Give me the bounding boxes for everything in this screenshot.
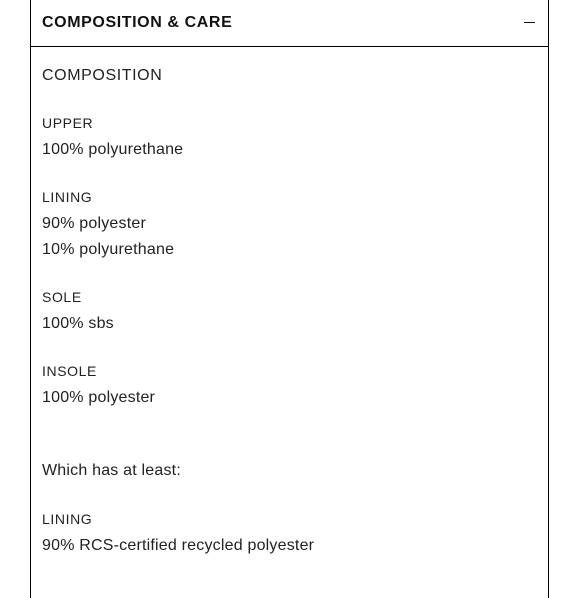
insole-label: INSOLE — [42, 363, 97, 379]
sustainability-intro: Which has at least: — [42, 462, 181, 479]
sole-label: SOLE — [42, 289, 82, 305]
lining-value-polyester: 90% polyester — [42, 215, 146, 232]
composition-heading: COMPOSITION — [42, 67, 163, 84]
lining-value-polyurethane: 10% polyurethane — [42, 241, 175, 258]
recycled-lining-value: 90% RCS-certified recycled polyester — [42, 537, 315, 554]
composition-care-panel — [30, 0, 549, 598]
upper-label: UPPER — [42, 115, 94, 131]
insole-value: 100% polyester — [42, 389, 156, 406]
collapse-minus-icon[interactable] — [524, 22, 535, 23]
accordion-title: COMPOSITION & CARE — [42, 14, 233, 31]
lining-label: LINING — [42, 189, 93, 205]
recycled-lining-label: LINING — [42, 511, 93, 527]
accordion-header[interactable] — [31, 0, 548, 47]
upper-value: 100% polyurethane — [42, 141, 184, 158]
sole-value: 100% sbs — [42, 315, 114, 332]
